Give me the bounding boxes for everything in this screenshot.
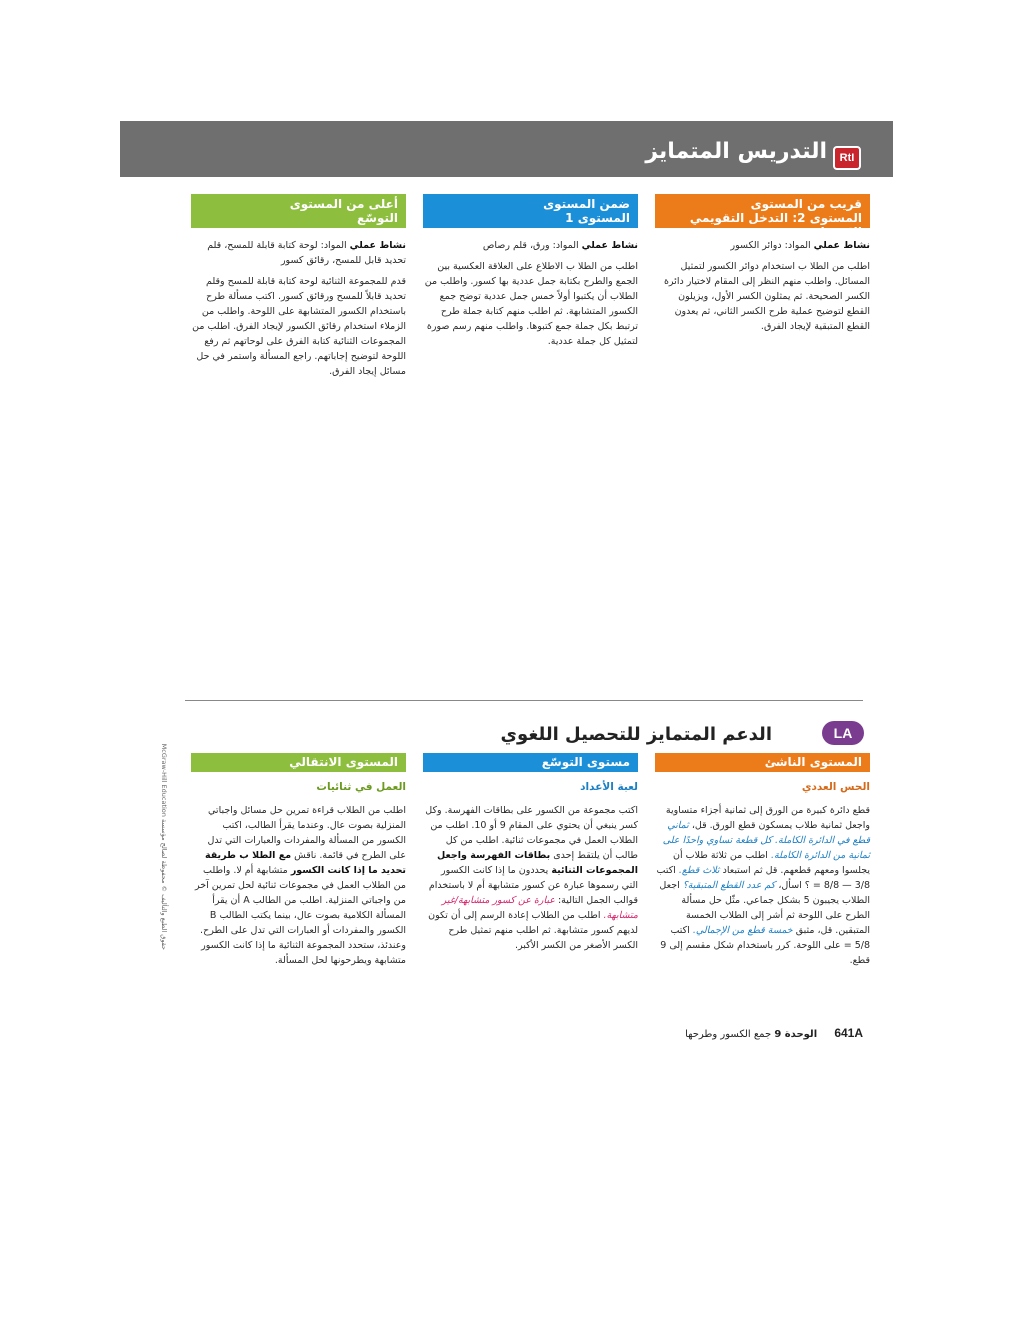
rti-onlevel-header	[423, 194, 638, 228]
la-badge: LA	[822, 721, 864, 745]
rti-onlevel-column	[423, 194, 638, 355]
rti-approaching-subtitle: المستوى 2: التدخل التقويمي الإستراتيجي	[689, 211, 862, 239]
rti-approaching-title: قريب من المستوى	[750, 197, 862, 211]
la-emerging-p4: اجعل الطلاب يجيبون 5 بشكل جماعي. مثّل حل مسألة الطرح على اللوحة ثم أشر إلى الطلاب الخمسة المتبقين. قل، مثبق	[659, 880, 870, 936]
section-title: التدريس المتمايز	[645, 139, 827, 164]
la-emerging-p4-highlight: خمسة قطع من الإجمالي.	[692, 925, 793, 936]
la-developing-p2: يحددون ما إذا كانت الكسور التي رسموها عبارة عن كسور متشابهة أم لا باستخدام قوالب الجمل التالية:	[428, 865, 638, 906]
rti-beyond-column	[191, 194, 406, 385]
rti-beyond-text: قدم للمجموعة الثنائية لوحة كتابة قابلة للمسح وقلم تحديد قابلاً للمسح ورقائق كسور. اكتب مسألة طرح باستخدام الكسور المتشابهة على اللوحة. واطلب من الزملاء استخدام رقائق الكسور لإيجاد الفرق. اطلب من المجموعات الثنائية كتابة الفرق على لوحاتهم ثم رفع اللوحة لتوضيح إجاباتهم. راجع المسألة واستمر في حل مسائل إيجاد الفرق.	[192, 276, 406, 377]
rti-approaching-column	[655, 194, 870, 340]
la-emerging-p1-highlight: ثماني قطع في الدائرة الكاملة. كل قطعة تساوي واحدًا على ثمانية من الدائرة الكاملة.	[662, 820, 870, 861]
la-emerging-body	[655, 780, 870, 968]
activity-label: نشاط عملي	[349, 240, 406, 251]
copyright-text: حقوق الطبع والتأليف © محفوظة لصالح مؤسسة McGraw-Hill Education	[160, 743, 168, 950]
rti-beyond-subtitle: التوسّع	[356, 211, 398, 225]
page	[120, 121, 900, 1066]
la-developing-subtitle: لعبة الأعداد	[580, 781, 638, 793]
unit-label: الوحدة 9	[774, 1029, 818, 1040]
la-emerging-p3: اكتب 3/8 — 8/8 = ؟ اسأل،	[656, 865, 870, 891]
page-number: 641A	[834, 1026, 863, 1040]
materials: المواد: دوائر الكسور	[730, 240, 811, 251]
section-header	[120, 121, 893, 177]
la-section-title: الدعم المتمايز للتحصيل اللغوي	[500, 724, 772, 745]
rti-approaching-text: اطلب من الطلا ب استخدام دوائر الكسور لتمثيل المسائل. واطلب منهم النظر إلى المقام لاختيار دائرة الكسر الصحيحة. ثم يمثلون الكسر الأول، ويزيلون القطع لتوضيح عملية طرح الكسر الثاني، ثم يعدون القطع المتبقية لإيجاد الفرق.	[663, 261, 870, 332]
la-emerging-p5: اكتب 5/8 = على اللوحة. كرر باستخدام شكل مقسم إلى 9 قطع.	[660, 925, 870, 966]
la-emerging-column	[655, 753, 870, 974]
la-developing-p3: اطلب من الطلاب إعادة الرسم إلى أن تكون لديهم كسور متشابهة. ثم اطلب منهم تمثيل طرح الكسر الأصغر من الكسر الأكبر.	[428, 910, 638, 951]
rti-beyond-body	[191, 238, 406, 379]
rti-onlevel-subtitle: المستوى 1	[565, 211, 630, 225]
la-emerging-subtitle: الحس العددي	[801, 781, 870, 793]
la-bridging-body	[191, 780, 406, 968]
la-emerging-p2: اطلب من ثلاثة طلاب أن يجلسوا ومعهم قطعهم. قل ثم استبعاد	[672, 850, 870, 876]
activity-label: نشاط عملي	[581, 240, 638, 251]
rti-badge: RtI	[833, 146, 861, 170]
la-developing-column	[423, 753, 638, 959]
rti-approaching-body	[655, 238, 870, 334]
rti-beyond-title: أعلى من المستوى	[289, 197, 398, 211]
la-bridging-p2: متشابهة أم لا. واطلب من الطلاب العمل في مجموعات ثنائية لحل تمرين آخر من واجباتي المنزلية. اطلب من الطالب A أن يقرأ المسألة الكلامية بصوت عال، بينما يكتب الطالب B الكسور والمفردات أو العبارات التي تدل على الطرح. وعندئذ، ستحدد المجموعة الثنائية ما إذا كانت الكسور متشابهة ويطرحونها لحل المسألة.	[194, 865, 406, 966]
rti-onlevel-body	[423, 238, 638, 349]
materials: المواد: ورق، قلم رصاص	[482, 240, 579, 251]
la-developing-body	[423, 780, 638, 953]
la-bridging-p1-bold: مع الطلا ب طريقة تحديد ما إذا كانت الكسور	[204, 850, 406, 876]
la-developing-p1-bold: بطاقات الفهرسة واجعل المجموعات الثنائية	[437, 850, 638, 876]
section-divider	[185, 700, 863, 701]
activity-label: نشاط عملي	[813, 240, 870, 251]
la-bridging-p1: اطلب من الطلاب قراءة تمرين حل مسائل واجباتي المنزلية بصوت عال. وعندما يقرأ الطالب، اكتب الكسور من المسألة والمفردات والعبارات التي تدل على الطرح في قائمة. ناقش	[207, 805, 406, 861]
copyright-note	[160, 743, 168, 950]
rti-beyond-header	[191, 194, 406, 228]
unit-title: جمع الكسور وطرحها	[685, 1029, 772, 1040]
la-bridging-column	[191, 753, 406, 974]
la-developing-title: مستوى التوسّع	[423, 753, 638, 772]
la-bridging-subtitle: العمل في ثنائيات	[316, 781, 406, 793]
page-footer	[685, 1026, 863, 1040]
la-emerging-p3-highlight: كم عدد القطع المتبقية؟	[682, 880, 776, 891]
la-emerging-p1: قطع دائرة كبيرة من الورق إلى ثمانية أجزاء متساوية واجعل ثمانية طلاب يمسكون قطع الورق. قل،	[665, 805, 870, 831]
la-bridging-title: المستوى الانتقالي	[191, 753, 406, 772]
la-developing-p2-highlight: عبارة عن كسور متشابهة/غير متشابهة.	[441, 895, 638, 921]
la-emerging-p2-highlight: ثلاث قطع.	[678, 865, 720, 876]
la-developing-p1: اكتب مجموعة من الكسور على بطاقات الفهرسة. وكل كسر ينبغي أن يحتوي على المقام 9 أو 10. اطلب من الطلاب العمل في مجموعات ثنائية. اطلب من كل طالب أن يلتقط إحدى	[425, 805, 638, 861]
rti-onlevel-title: ضمن المستوى	[543, 197, 630, 211]
materials: المواد: لوحة كتابة قابلة للمسح، قلم تحديد قابل للمسح، رقائق كسور	[207, 240, 406, 266]
la-emerging-title: المستوى الناشئ	[655, 753, 870, 772]
rti-onlevel-text: اطلب من الطلا ب الاطلاع على العلاقة العكسية بين الجمع والطرح بكتابة جمل عددية بها كسور. واطلب من الطلاب أن يكتبوا أولاً خمس جمل عددية توضح جمع الكسور المتشابهة. ثم اطلب منهم كتابة جملة طرح ترتبط بكل جملة جمع كتبوها. واطلب منهم رسم صورة لتمثيل كل جملة عددية.	[424, 261, 638, 347]
rti-approaching-header	[655, 194, 870, 239]
